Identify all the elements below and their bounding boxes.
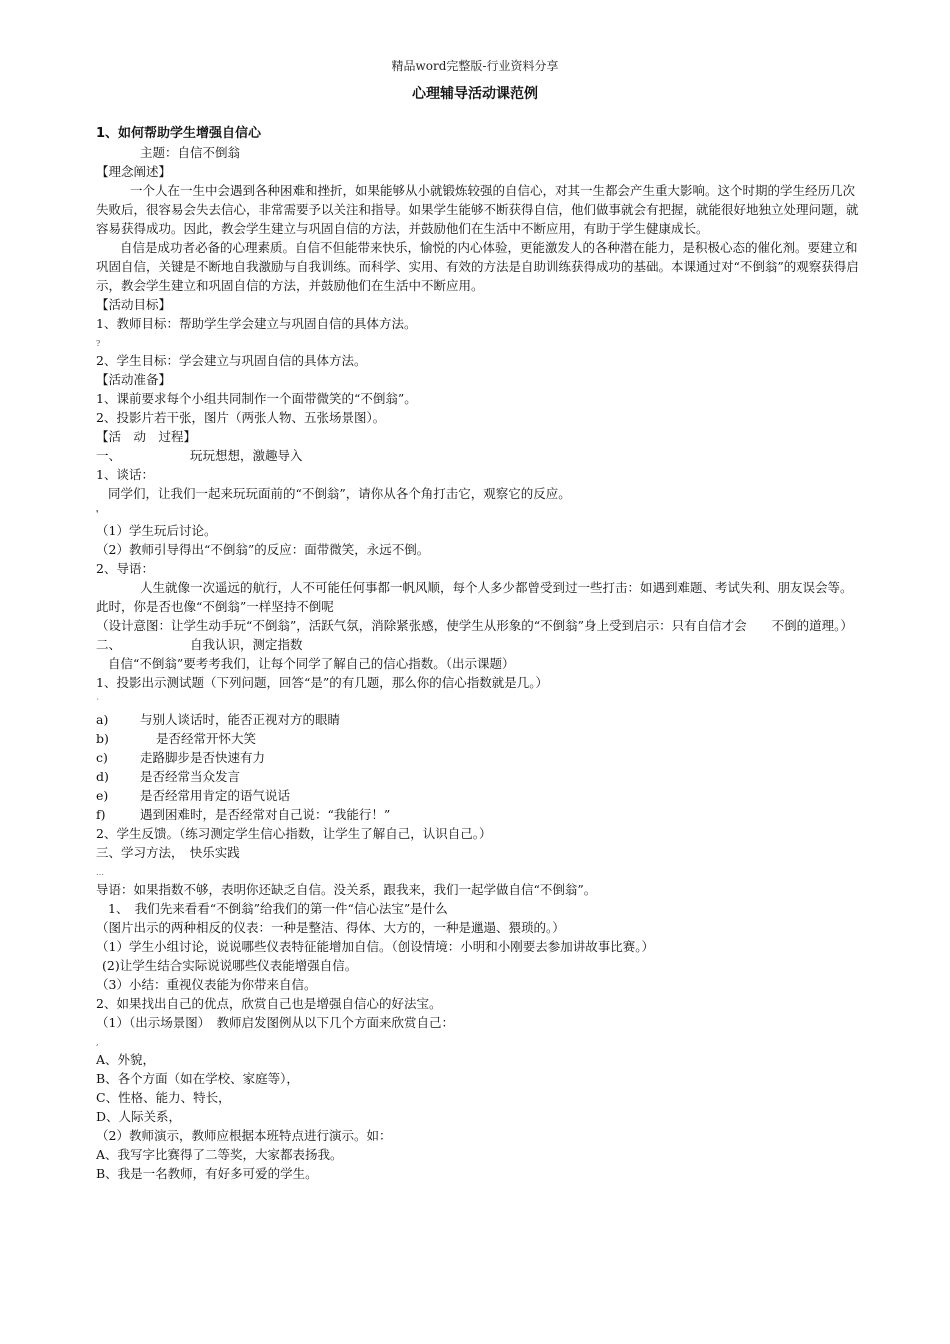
goal-student: 2、学生目标：学会建立与巩固自信的具体方法。 (96, 353, 367, 368)
step-three-title: 三、学习方法， 快乐实践 (96, 845, 240, 860)
talk-point-b: （2）教师引导得出“不倒翁”的反应：面带微笑，永远不倒。 (96, 542, 430, 557)
theme-line: 主题：自信不倒翁 (140, 145, 241, 160)
discussion-b: (2)让学生结合实际说说哪些仪表能增强自信。 (102, 958, 358, 973)
talk-point-a: （1）学生玩后讨论。 (96, 523, 217, 538)
feedback-line: 2、学生反馈。（练习测定学生信心指数，让学生了解自己，认识自己。） (96, 826, 492, 841)
talk-text: 同学们，让我们一起来玩玩面前的“不倒翁”，请你从各个角打击它，观察它的反应。 (108, 486, 571, 501)
picture-note: （图片出示的两种相反的仪表：一种是整洁、得体、大方的，一种是邋遢、猥琐的。） (96, 920, 565, 935)
option-a: A、外貌， (96, 1052, 156, 1067)
option-c: C、性格、能力、特长， (96, 1090, 231, 1105)
prep-item-2: 2、投影片若干张，图片（两张人物、五张场景图）。 (96, 410, 386, 425)
prep-item-1: 1、课前要求每个小组共同制作一个面带微笑的“不倒翁”。 (96, 391, 417, 406)
prep-heading: 【活动准备】 (96, 372, 172, 387)
test-intro: 1、投影出示测试题（下列问题，回答“是”的有几题，那么你的信心指数就是几。） (96, 675, 548, 690)
stray-mark: … (96, 868, 104, 877)
example-b: B、我是一名教师，有好多可爱的学生。 (96, 1166, 318, 1181)
concept-heading: 【理念阐述】 (96, 164, 172, 179)
step-three-point-1: 1、 我们先来看看“不倒翁”给我们的第一件“信心法宝”是什么 (108, 901, 448, 916)
guide-label: 2、导语： (96, 561, 154, 576)
design-note: （设计意图：让学生动手玩“不倒翁”，活跃气氛，消除紧张感，使学生从形象的“不倒翁”身上受到启示：只有自信才会 不倒的道理。） (96, 618, 853, 633)
step-two-title: 自我认识，测定指数 (190, 637, 303, 652)
concept-paragraph-1: 一个人在一生中会遇到各种困难和挫折，如果能够从小就锻炼较强的自信心，对其一生都会产生重大影响。这个时期的学生经历几次失败后，很容易会失去信心，非常需要予以关注和指导。如果学生能够不断获得自信，他们做事就会有把握，就能很好地独立处理问题，就容易获得成功。因此，教会学生建立与巩固自信的方法，并鼓励他们在生活中不断应用，有助于学生健康成长。 (96, 183, 859, 236)
concept-paragraph-2: 自信是成功者必备的心理素质。自信不但能带来快乐，愉悦的内心体验，更能激发人的各种潜在能力，是积极心态的催化剂。要建立和巩固自信，关键是不断地自我激励与自我训练。而科学、实用、有效的方法是自助训练获得成功的基础。本课通过对“不倒翁”的观察获得启示，教会学生建立和巩固自信的方法，并鼓励他们在生活中不断应用。 (96, 240, 859, 293)
stray-mark: ? (96, 339, 101, 348)
page-header: 精品word完整版-行业资料分享 (391, 59, 559, 73)
stray-mark: ` (96, 698, 100, 707)
step-two-number: 二、 (96, 637, 122, 652)
talk-label: 1、谈话： (96, 467, 154, 482)
test-question: b) 是否经常开怀大笑 (96, 731, 257, 746)
goal-teacher: 1、教师目标：帮助学生学会建立与巩固自信的具体方法。 (96, 316, 417, 331)
step-one-number: 一、 (96, 448, 122, 463)
test-question: e) 是否经常用肯定的语气说话 (96, 788, 291, 803)
step-three-point-2: 2、如果找出自己的优点，欣赏自己也是增强自信心的好法宝。 (96, 996, 442, 1011)
stray-mark: ❜ (96, 509, 99, 518)
discussion-a: （1）学生小组讨论，说说哪些仪表特征能增加自信。（创设情境：小明和小刚要去参加讲故事比赛。） (96, 939, 654, 954)
option-b: B、各个方面（如在学校、家庭等）， (96, 1071, 299, 1086)
test-question: a) 与别人谈话时，能否正视对方的眼睛 (96, 712, 341, 727)
test-question: c) 走路脚步是否快速有力 (96, 750, 266, 765)
goal-heading: 【活动目标】 (96, 297, 172, 312)
guide-text: 人生就像一次遥远的航行，人不可能任何事都一帆风顺，每个人多少都曾受到过一些打击：如遇到难题、考试失利、朋友误会等。此时，你是否也像“不倒翁”一样坚持不倒呢 (96, 580, 853, 614)
test-question: d) 是否经常当众发言 (96, 769, 241, 784)
point-2-b: （2）教师演示，教师应根据本班特点进行演示。如： (96, 1128, 392, 1143)
test-question: f) 遇到困难时，是否经常对自己说：“我能行！” (96, 807, 391, 822)
step-two-text: 自信“不倒翁”要考考我们，让每个同学了解自己的信心指数。（出示课题） (108, 656, 515, 671)
process-heading: 【活 动 过程】 (96, 429, 197, 444)
step-three-intro: 导语：如果指数不够，表明你还缺乏自信。没关系，跟我来，我们一起学做自信“不倒翁”。 (96, 882, 597, 897)
page-title: 心理辅导活动课范例 (412, 86, 538, 102)
point-2-a: （1）（出示场景图） 教师启发图例从以下几个方面来欣赏自己： (96, 1015, 454, 1030)
step-one (96, 446, 860, 465)
step-two (96, 635, 860, 654)
option-d: D、人际关系， (96, 1109, 182, 1124)
step-one-title: 玩玩想想，激趣导入 (190, 448, 303, 463)
section-heading: 1、如何帮助学生增强自信心 (96, 126, 262, 141)
summary-c: （3）小结：重视仪表能为你带来自信。 (96, 977, 317, 992)
document-body (96, 124, 860, 1183)
example-a: A、我写字比赛得了二等奖，大家都表扬我。 (96, 1147, 343, 1162)
stray-mark: , (96, 1038, 99, 1047)
